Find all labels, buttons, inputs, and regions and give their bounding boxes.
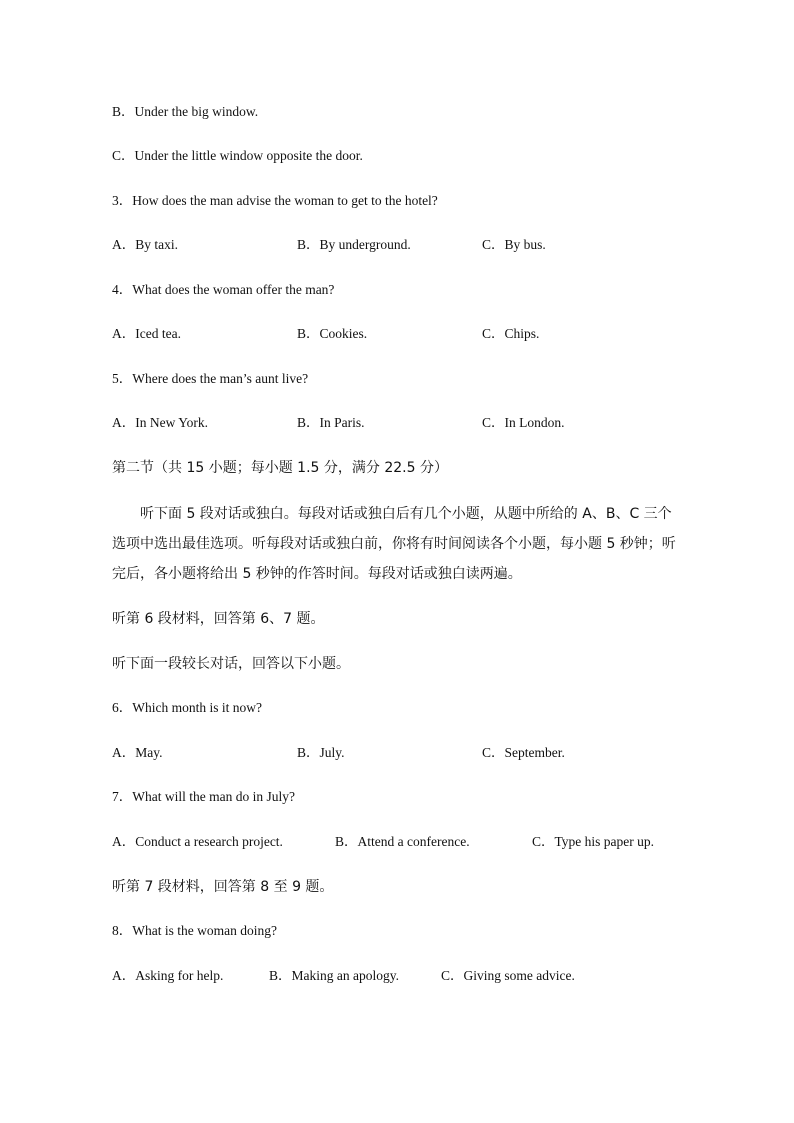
q8-option-a: A．Asking for help. <box>112 968 224 983</box>
q3-option-b: B．By underground. <box>297 237 411 252</box>
q4-option-a: A．Iced tea. <box>112 326 181 341</box>
q7-option-b: B．Attend a conference. <box>335 834 470 849</box>
q6-stem: 6．Which month is it now? <box>112 700 262 715</box>
q5-option-b: B．In Paris. <box>297 415 365 430</box>
long-dialogue-note: 听下面一段较长对话，回答以下小题。 <box>112 656 350 672</box>
material-7-note: 听第 7 段材料，回答第 8 至 9 题。 <box>112 879 334 895</box>
q2-option-b: B．Under the big window. <box>112 104 259 119</box>
q5-option-a: A．In New York. <box>112 415 209 430</box>
material-6-note: 听第 6 段材料，回答第 6、7 题。 <box>112 611 325 627</box>
q4-option-c: C．Chips. <box>482 326 540 341</box>
q2-option-c: C．Under the little window opposite the door. <box>112 148 363 163</box>
q3-option-c: C．By bus. <box>482 237 546 252</box>
q6-option-a: A．May. <box>112 745 163 760</box>
q5-option-c: C．In London. <box>482 415 565 430</box>
q3-stem: 3．How does the man advise the woman to get to the hotel? <box>112 193 438 208</box>
q8-option-c: C．Giving some advice. <box>441 968 575 983</box>
section2-title: 第二节（共 15 小题；每小题 1.5 分，满分 22.5 分） <box>112 460 448 476</box>
q7-option-c: C．Type his paper up. <box>532 834 655 849</box>
q7-stem: 7．What will the man do in July? <box>112 789 295 804</box>
q7-option-a: A．Conduct a research project. <box>112 834 283 849</box>
q6-option-b: B．July. <box>297 745 345 760</box>
section2-instructions: 听下面 5 段对话或独白。每段对话或独白后有几个小题，从题中所给的 A、B、C 三个选项中选出最佳选项。听每段对话或独白前，你将有时间阅读各个小题，每小题 5 秒钟；听完后，各小题将给出 5 秒钟的作答时间。每段对话或独白读两遍。 <box>112 506 676 582</box>
q4-option-b: B．Cookies. <box>297 326 368 341</box>
q3-option-a: A．By taxi. <box>112 237 178 252</box>
q5-stem: 5．Where does the man’s aunt live? <box>112 371 309 386</box>
q8-option-b: B．Making an apology. <box>269 968 399 983</box>
q4-stem: 4．What does the woman offer the man? <box>112 282 335 297</box>
q6-option-c: C．September. <box>482 745 565 760</box>
q8-stem: 8．What is the woman doing? <box>112 923 277 938</box>
